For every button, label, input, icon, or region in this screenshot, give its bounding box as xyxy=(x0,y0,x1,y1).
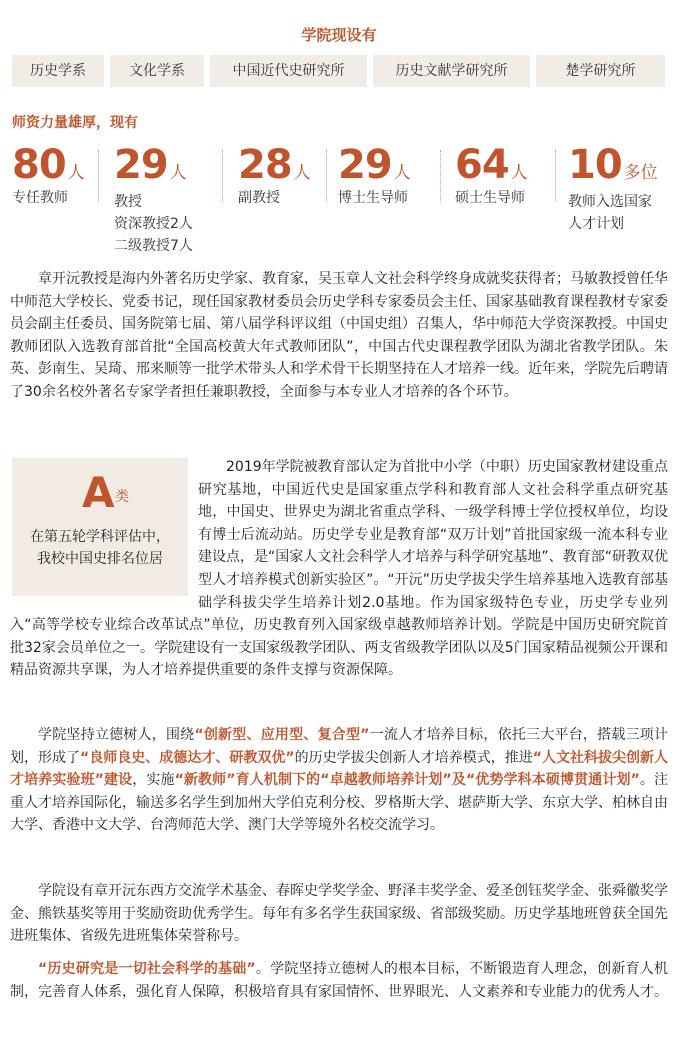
stat-professors xyxy=(114,143,193,257)
paragraph-closing: “历史研究是一切社会科学的基础”。学院坚持立德树人的根本目标，不断锻造育人理念，创新育人机制，完善育人体系，强化育人保障，积极培育具有家国情怀、世界眼光、人文素养和专业能力的优秀人才。 xyxy=(10,961,669,1000)
stat-label: 教授 xyxy=(114,194,142,210)
stat-label: 教师入选国家 xyxy=(568,194,652,210)
grade-suffix: 类 xyxy=(115,489,129,505)
stat-unit: 多位 xyxy=(623,163,658,183)
paragraph-scholarships: 学院设有章开沅东西方交流学术基金、春晖史学奖学金、野泽丰奖学金、爱圣创钰奖学金、张舜徽奖学金、熊铁基奖等用于奖励资助优秀学生。每年有多名学生获国家级、省部级奖励。历史学基地班曾获全国先进班集体、省级先进班集体荣誉称号。 xyxy=(10,883,668,945)
stat-unit: 人 xyxy=(393,163,411,183)
highlight: “人文社科拔尖创新人才培养实验班”建设 xyxy=(10,749,669,789)
highlight: “历史研究是一切社会科学的基础” xyxy=(38,961,256,977)
highlight: “良师良史、成德达才、研教双优” xyxy=(80,749,295,766)
dept-history: 历史学系 xyxy=(12,55,104,87)
divider xyxy=(555,150,556,202)
stat-unit: 人 xyxy=(169,163,187,183)
stat-sub: 资深教授2人 xyxy=(114,216,193,232)
dept-chu-studies: 楚学研究所 xyxy=(536,55,665,87)
stat-number: 29 xyxy=(338,142,392,188)
stat-associate-professors xyxy=(238,143,311,209)
paragraph-faculty: 章开沅教授是海内外著名历史学家、教育家，吴玉章人文社会科学终身成就奖获得者；马敏教授曾任华中师范大学校长、党委书记，现任国家教材委员会历史学科专家委员会主任、国家基础教育课程教材专家委员会副主任委员、国务院第七届、第八届学科评议组（中国史组）召集人，华中师范大学资深教授。中国史教师团队入选教育部首批“全国高校黄大年式教师团队”，中国古代史课程教学团队为湖北省教学团队。朱英、彭南生、吴琦、邢来顺等一批学术带头人和学术骨干长期坚持在人才培养一线。近年来，学院先后聘请了30余名校外著名专家学者担任兼职教授，全面参与本专业人才培养的各个环节。 xyxy=(10,271,668,400)
section-title: 学院现设有 xyxy=(301,26,377,44)
stat-number: 64 xyxy=(455,142,509,188)
divider xyxy=(222,150,223,202)
highlight: “创新型、应用型、复合型” xyxy=(194,727,370,743)
stat-talent-program xyxy=(568,143,658,235)
stat-number: 28 xyxy=(238,142,292,188)
stat-number: 10 xyxy=(568,142,622,188)
stat-number: 29 xyxy=(114,142,168,188)
stat-master-supervisors xyxy=(455,143,528,209)
dept-culture: 文化学系 xyxy=(110,55,204,87)
divider xyxy=(326,150,327,202)
stat-label: 副教授 xyxy=(238,190,280,206)
stat-number: 80 xyxy=(12,142,66,188)
stat-sub: 人才计划 xyxy=(568,216,624,232)
faculty-heading: 师资力量雄厚，现有 xyxy=(12,115,138,131)
box-spacer xyxy=(10,456,198,600)
stat-label: 专任教师 xyxy=(12,190,68,206)
grade-letter: A xyxy=(82,468,115,517)
paragraph-talent-cultivation: 学院坚持立德树人，围绕“创新型、应用型、复合型”一流人才培养目标，依托三大平台，搭载三项计划，形成了“良师良史、成德达才、研教双优”的历史学拔尖创新人才培养模式，推进“人文社科拔尖创新人才培养实验班”建设，实施“新教师”育人机制下的“卓越教师培养计划”及“优势学科本硕博贯通计划”。注重人才培养国际化，输送多名学生到加州大学伯克利分校、罗格斯大学、堪萨斯大学、东京大学、柏林自由大学、香港中文大学、台湾师范大学、澳门大学等境外名校交流学习。 xyxy=(10,727,669,834)
stat-phd-supervisors xyxy=(338,143,411,209)
stat-label: 硕士生导师 xyxy=(455,190,525,206)
stat-fulltime xyxy=(12,143,85,209)
highlight: “新教师”育人机制下的“卓越教师培养计划”及“优势学科本硕博贯通计划” xyxy=(174,772,640,789)
stat-unit: 人 xyxy=(293,163,311,183)
divider xyxy=(440,150,441,202)
stat-unit: 人 xyxy=(510,163,528,183)
dept-modern-history: 中国近代史研究所 xyxy=(210,55,367,87)
paragraph-base: 2019年学院被教育部认定为首批中小学（中职）历史国家教材建设重点研究基地，中国近代史是国家重点学科和教育部人文社会科学重点研究基地，中国史、世界史为湖北省重点学科、一级学科博士学位授权单位，均设有博士后流动站。历史学专业是教育部“双万计划”首批国家级一流本科专业建设点，是“国家人文社会科学人才培养与科学研究基地”、教育部“研教双优型人才培养模式创新实验区”。“开沅”历史学拔尖学生培养基地入选教育部基础学科拔尖学生培养计划2.0基地。作为国家级特色专业，历史学专业列入“高等学校专业综合改革试点”单位，历史教育列入国家级卓越教师培养计划。学院是中国历史研究院首批32家会员单位之一。学院建设有一支国家级教学团队、两支省级教学团队以及5门国家精品视频公开课和精品资源共享课，为人才培养提供重要的条件支撑与资源保障。 xyxy=(10,456,668,682)
stat-label: 博士生导师 xyxy=(338,190,408,206)
stat-unit: 人 xyxy=(67,163,85,183)
dept-historical-documents: 历史文献学研究所 xyxy=(373,55,530,87)
divider xyxy=(98,150,99,202)
stat-sub: 二级教授7人 xyxy=(114,238,193,254)
evaluation-caption: 在第五轮学科评估中， 我校中国史排名位居 xyxy=(30,529,170,567)
